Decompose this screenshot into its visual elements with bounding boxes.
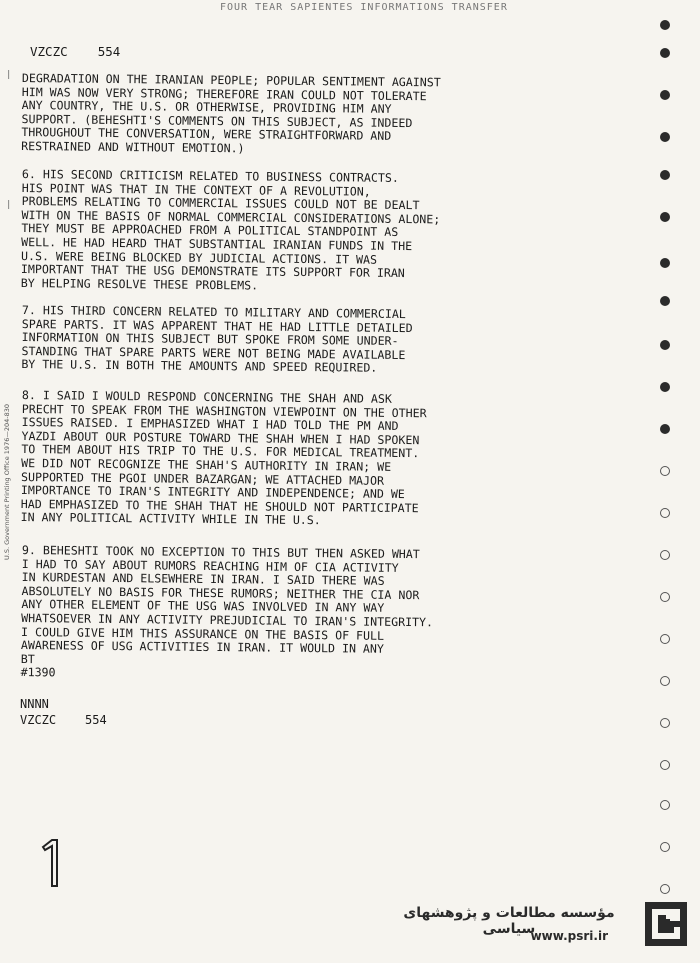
paragraph-text: DEGRADATION ON THE IRANIAN PEOPLE; POPULAR SENTIMENT AGAINST HIM WAS NOW VERY STRONG; THEREFORE IRAN COULD NOT TOLERATE ANY COUNTRY, THE U.S. OR OTHERWISE, PROVIDING HIM ANY SUPPORT. (BEHESHTI'S COMMENTS ON THIS SUBJECT, AS INDEED THROUGHOUT THE CONVERSATION, WERE STRAIGHTFORWARD AND RESTRAINED AND WITHOUT EMOTION.) [21,71,441,156]
publisher-watermark [388,897,688,957]
paragraph-6 [21,168,527,296]
publisher-url[interactable]: www.psri.ir [530,929,608,943]
punch-hole [660,20,670,30]
punch-hole [660,132,670,142]
header-code: VZCZC [30,44,68,59]
punch-hole [660,718,670,728]
punch-hole [660,550,670,560]
message-header [30,44,120,59]
punch-hole [660,212,670,222]
paragraph-7 [21,304,527,377]
footer-code: VZCZC [20,713,57,727]
paragraph-text: 7. HIS THIRD CONCERN RELATED TO MILITARY AND COMMERCIAL SPARE PARTS. IT WAS APPARENT THAT HE HAD LITTLE DETAILED INFORMATION ON THIS SUBJECT BUT SPOKE FROM SOME UNDER- STANDING THAT SPARE PARTS WERE NOT BEING MADE AVAILABLE BY THE U.S. IN BOTH THE AMOUNTS AND SPEED REQUIRED. [21,303,413,376]
punch-hole [660,842,670,852]
publisher-logo-icon [644,901,688,947]
punch-hole [660,800,670,810]
margin-tick: | [6,200,12,210]
punch-hole [660,90,670,100]
punch-hole [660,884,670,894]
header-number: 554 [97,44,121,59]
punch-hole [660,508,670,518]
punch-hole [660,48,670,58]
margin-tick: | [6,70,12,80]
paragraph-8 [21,389,527,530]
footer-number: 554 [85,713,107,727]
publisher-name: مؤسسه مطالعات و پژوهشهای سیاسی [403,905,615,937]
paragraph-continuation [21,72,527,159]
punch-hole [660,634,670,644]
punch-hole [660,340,670,350]
footer-code-line [20,712,107,728]
punch-hole [660,382,670,392]
printing-office-imprint: U.S. Government Printing Office 1976—204-830 [3,404,11,560]
punch-hole [660,424,670,434]
paragraph-text: 9. BEHESHTI TOOK NO EXCEPTION TO THIS BUT THEN ASKED WHAT I HAD TO SAY ABOUT RUMORS REACHING HIM OF CIA ACTIVITY IN KURDESTAN AND ELSEWHERE IN IRAN. I SAID THERE WAS ABSOLUTELY NO BASIS FOR THESE RUMORS; NEITHER THE CIA NOR ANY OTHER ELEMENT OF THE USG WAS INVOLVED IN ANY WAY WHATSOEVER IN ANY ACTIVITY PREJUDICIAL TO IRAN'S INTEGRITY. I COULD GIVE HIM THIS ASSURANCE ON THE BASIS OF FULL AWARENESS OF USG ACTIVITIES IN IRAN. IT WOULD IN ANY BT #1390 [20,543,434,680]
punch-hole [660,258,670,268]
punch-hole [660,296,670,306]
paragraph-text: 8. I SAID I WOULD RESPOND CONCERNING THE SHAH AND ASK PRECHT TO SPEAK FROM THE WASHINGTON VIEWPOINT ON THE OTHER ISSUES RAISED. I EMPHASIZED WHAT I HAD TOLD THE PM AND YAZDI ABOUT OUR POSTURE TOWARD THE SHAH WHEN I HAD SPOKEN TO THEM ABOUT HIS TRIP TO THE U.S. FOR MEDICAL TREATMENT. WE DID NOT RECOGNIZE THE SHAH'S AUTHORITY IN IRAN; WE SUPPORTED THE PGOI UNDER BAZARGAN; WE ATTACHED MAJOR IMPORTANCE TO IRAN'S INTEGRITY AND INDEPENDENCE; AND WE HAD EMPHASIZED TO THE SHAH THAT HE SHOULD NOT PARTICIPATE IN ANY POLITICAL ACTIVITY WHILE IN THE U.S. [20,388,427,528]
message-footer [20,696,107,728]
punch-hole [660,466,670,476]
paragraph-text: 6. HIS SECOND CRITICISM RELATED TO BUSINESS CONTRACTS. HIS POINT WAS THAT IN THE CONTEXT OF A REVOLUTION, PROBLEMS RELATING TO COMMERCIAL ISSUES COULD NOT BE DEALT WITH ON THE BASIS OF NORMAL COMMERCIAL CONSIDERATIONS ALONE; THEY MUST BE APPROACHED FROM A POLITICAL STANDPOINT AS WELL. HE HAD HEARD THAT SUBSTANTIAL IRANIAN FUNDS IN THE U.S. WERE BEING BLOCKED BY JUDICIAL ACTIONS. IT WAS IMPORTANT THAT THE USG DEMONSTRATE ITS SUPPORT FOR IRAN BY HELPING RESOLVE THESE PROBLEMS. [20,167,441,293]
footer-nnnn: NNNN [20,697,49,711]
top-banner-text: FOUR TEAR SAPIENTES INFORMATIONS TRANSFER [220,2,508,13]
punch-hole [660,592,670,602]
punch-hole [660,760,670,770]
punch-hole [660,676,670,686]
paragraph-9 [21,544,527,685]
punch-hole [660,170,670,180]
page-number-mark [40,838,62,890]
